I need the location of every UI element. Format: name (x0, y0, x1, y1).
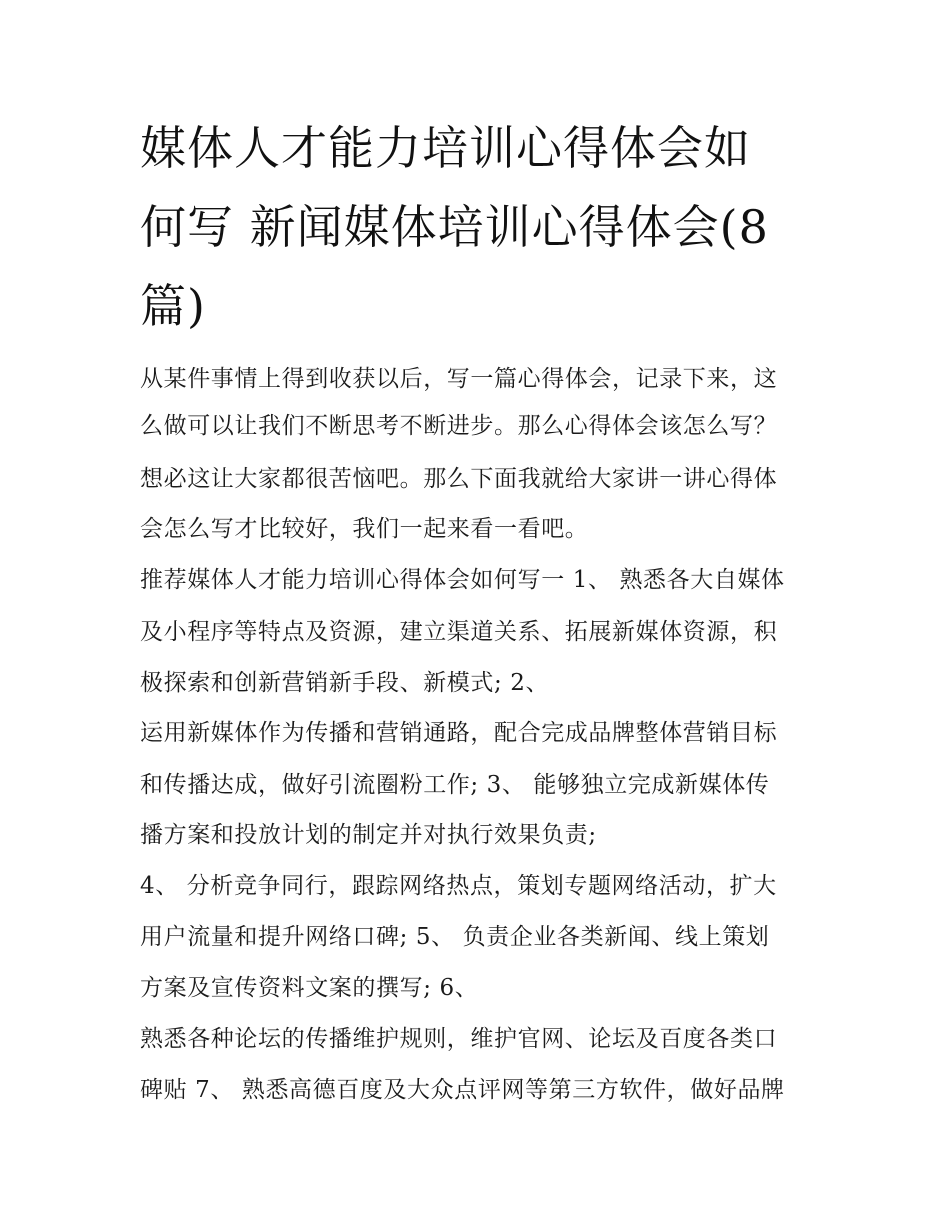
body-line-4: 会怎么写才比较好，我们一起来看一看吧。 (140, 516, 589, 542)
body-line-5: 推荐媒体人才能力培训心得体会如何写一 1、 熟悉各大自媒体 (140, 567, 785, 593)
body-line-10: 播方案和投放计划的制定并对执行效果负责; (140, 822, 597, 848)
body-line-12: 用户流量和提升网络口碑; 5、 负责企业各类新闻、线上策划 (140, 924, 770, 950)
body-line-2: 么做可以让我们不断思考不断进步。那么心得体会该怎么写？ (140, 413, 778, 439)
body-line-7: 极探索和创新营销新手段、新模式; 2、 (140, 670, 550, 696)
body-line-1: 从某件事情上得到收获以后，写一篇心得体会，记录下来，这 (140, 366, 778, 392)
body-line-6: 及小程序等特点及资源，建立渠道关系、拓展新媒体资源，积 (140, 619, 778, 645)
body-line-8: 运用新媒体作为传播和营销通路，配合完成品牌整体营销目标 (140, 720, 778, 746)
title-line-1: 媒体人才能力培训心得体会如 (140, 121, 751, 175)
body-line-14: 熟悉各种论坛的传播维护规则，维护官网、论坛及百度各类口 (140, 1026, 778, 1052)
title-line-2: 何写 新闻媒体培训心得体会(8 (140, 200, 769, 254)
body-line-11: 4、 分析竞争同行，跟踪网络热点，策划专题网络活动，扩大 (140, 873, 777, 899)
body-line-3: 想必这让大家都很苦恼吧。那么下面我就给大家讲一讲心得体 (140, 466, 778, 492)
title-line-3: 篇) (140, 279, 206, 333)
body-line-15: 碑贴 7、 熟悉高德百度及大众点评网等第三方软件，做好品牌 (140, 1077, 785, 1103)
body-line-13: 方案及宣传资料文案的撰写; 6、 (140, 975, 479, 1001)
body-line-9: 和传播达成，做好引流圈粉工作; 3、 能够独立完成新媒体传 (140, 772, 770, 798)
